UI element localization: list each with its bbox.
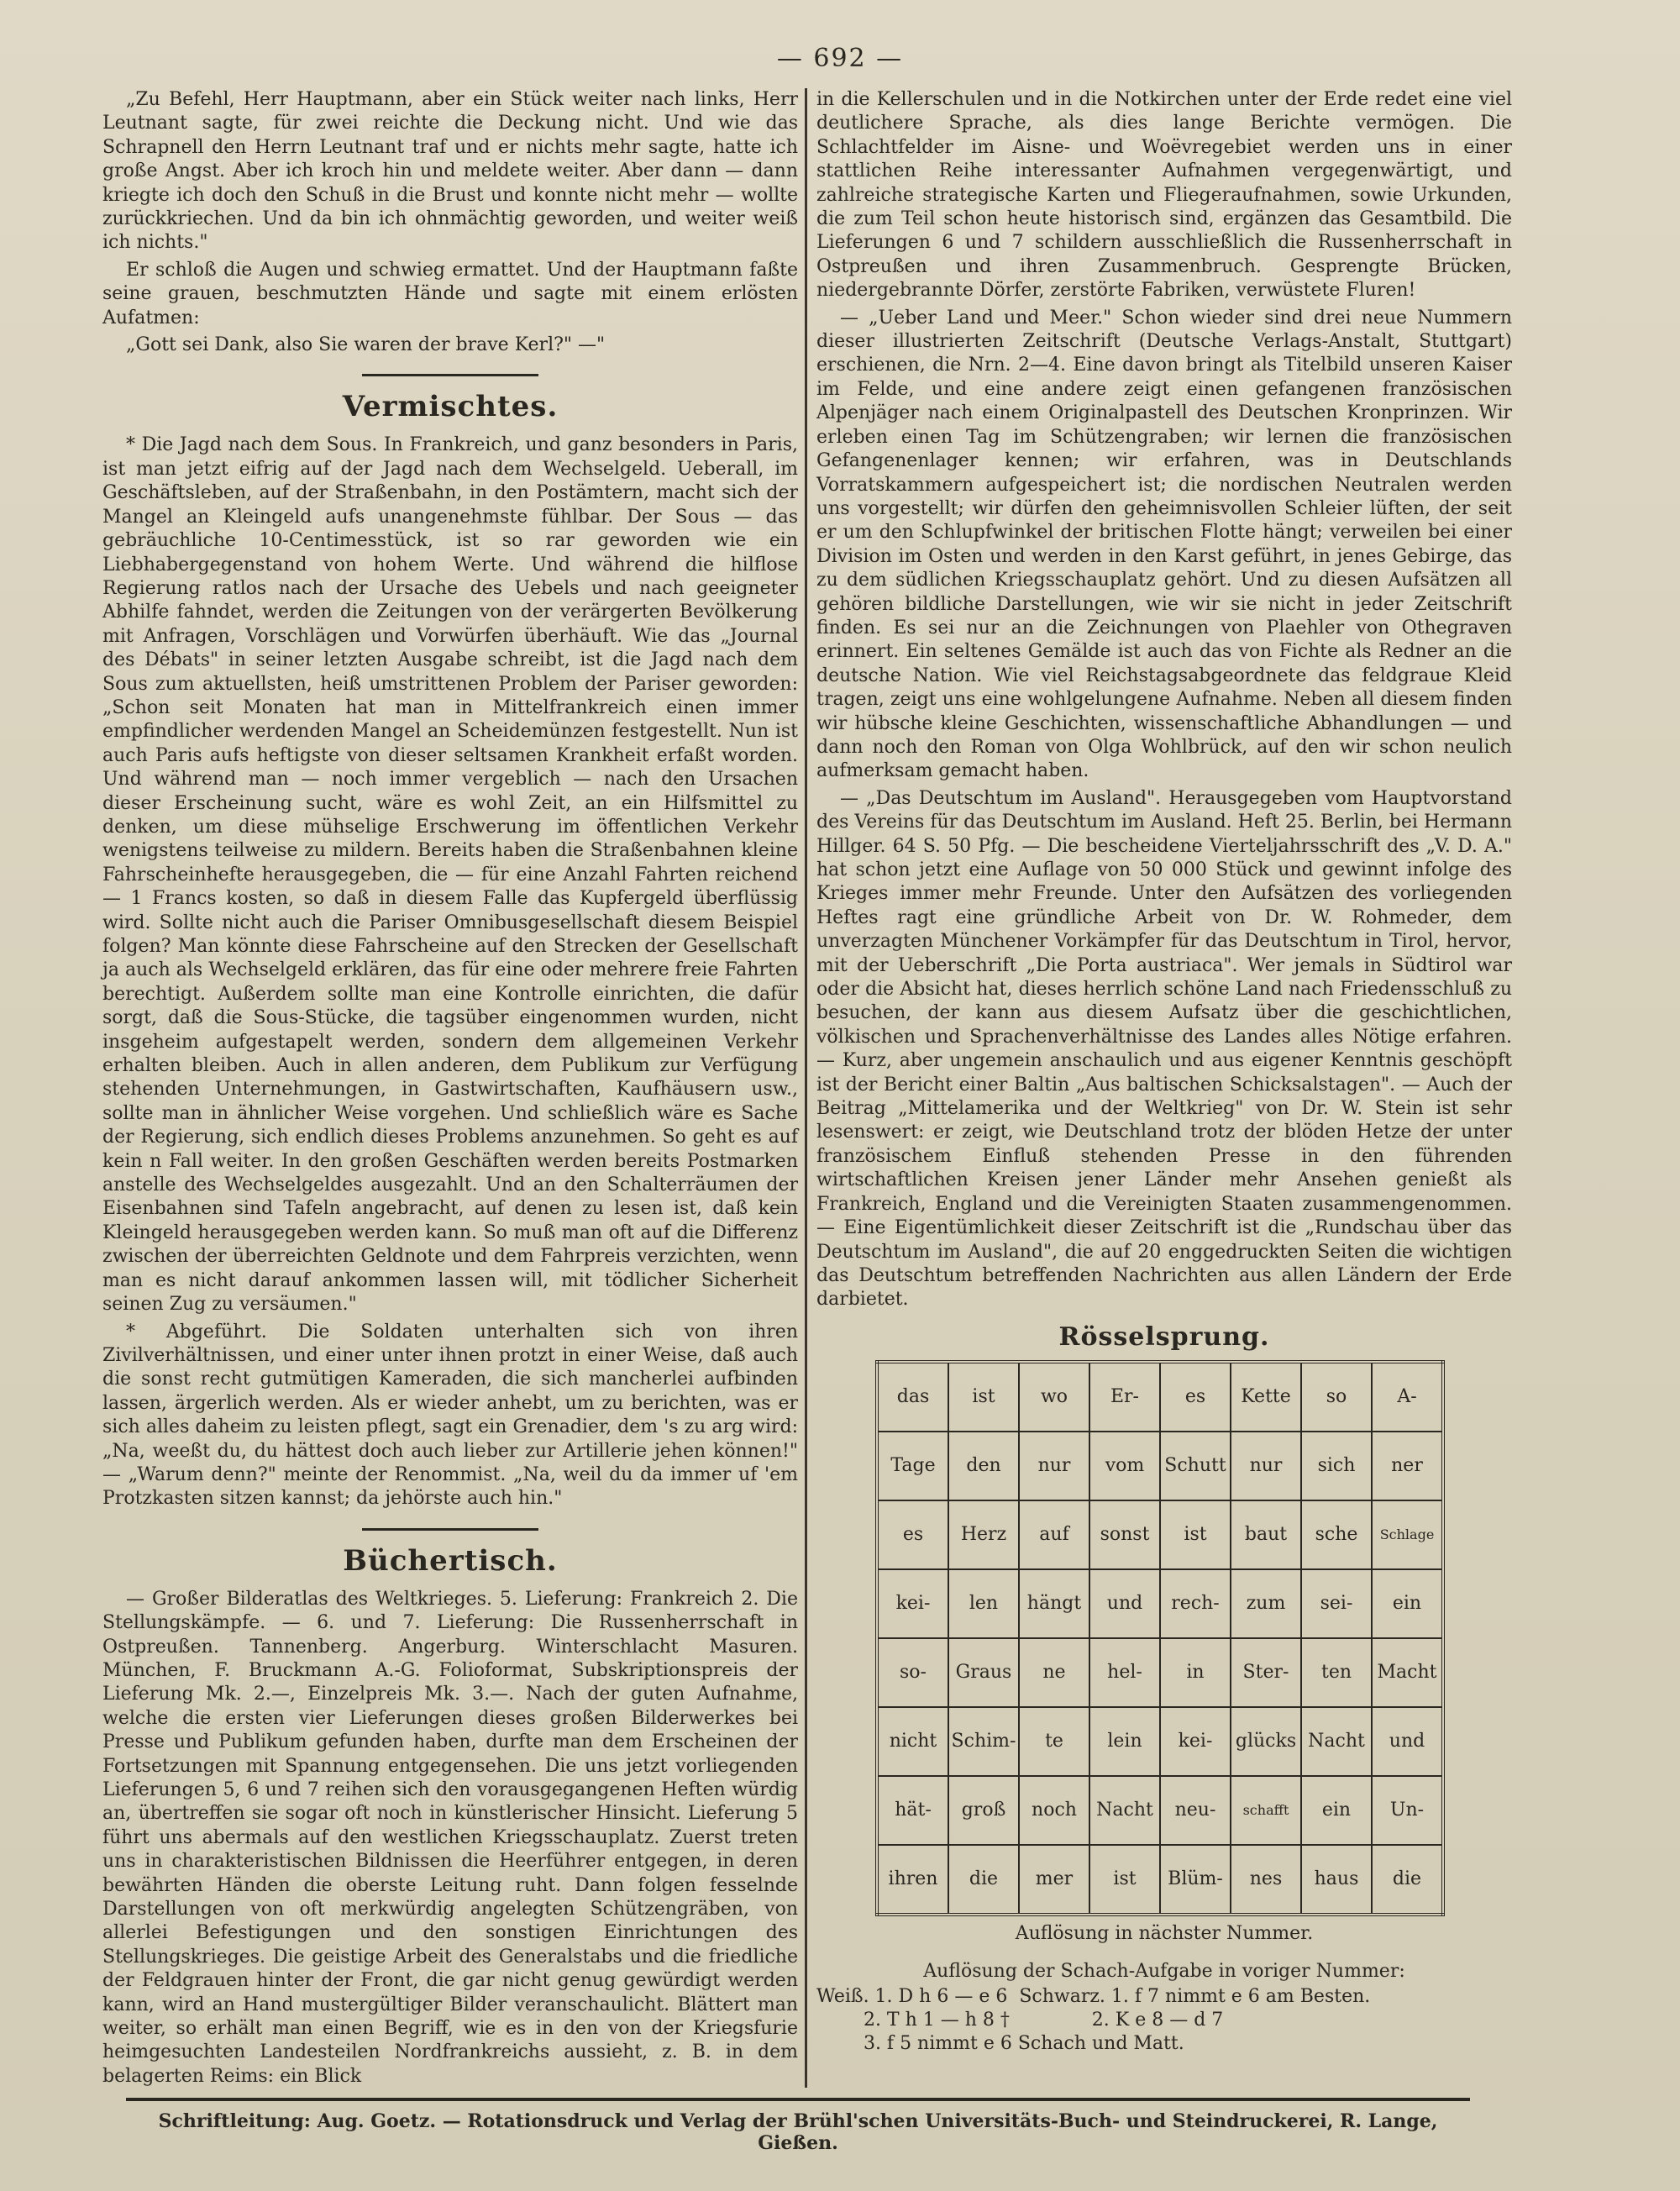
grid-cell: ist — [1160, 1500, 1231, 1569]
grid-cell: len — [948, 1569, 1019, 1638]
grid-cell: Macht — [1372, 1638, 1443, 1707]
article-paragraph: — „Ueber Land und Meer." Schon wieder sind drei neue Nummern dieser illustrierten Zeitschrift (Deutsche Verlags-Anstalt, Stuttgart) erschienen, die Nrn. 2—4. Eine davon bringt als Titelbild unseren Kaiser im Felde, und eine andere zeigt einen gefangenen französischen Alpenjäger nach einem Originalpastell des Deutschen Kronprinzen. Wir erleben einen Tag im Schützengraben; wir lernen die französischen Gefangenenlager kennen; wir erfahren, was in Deutschlands Vorratskammern aufgespeichert ist; die nordischen Neutralen werden uns vorgestellt; wir dürfen den geheimnisvollen Schleier lüften, der seit er um den Schlupfwinkel der britischen Flotte hängt; verweilen bei einer Division im Osten und werden in den Karst geführt, in jenes Gebirge, das zu dem südlichen Kriegsschauplatz gehört. Und zu diesen Aufsätzen all gehören bildliche Darstellungen, wie wir sie nicht in jeder Zeitschrift finden. Es sei nur an die Zeichnungen von Plaehler von Othegraven erinnert. Ein seltenes Gemälde ist auch das von Fichte als Redner an die deutsche Nation. Wie viel Reichstagsabgeordnete das feldgraue Kleid tragen, zeigt uns eine wohlgelungene Aufnahme. Neben all diesem finden wir hübsche kleine Geschichten, wissenschaftliche Abhandlungen — und dann noch den Roman von Olga Wohlbrück, auf den wir schon neulich aufmerksam gemacht haben. — [816, 307, 1512, 782]
grid-cell: ten — [1301, 1638, 1372, 1707]
grid-row — [877, 1845, 1443, 1915]
grid-row — [877, 1638, 1443, 1707]
article-paragraph: in die Kellerschulen und in die Notkirchen unter der Erde redet eine viel deutlichere Sprache, als dies lange Berichte vermögen. Die Schlachtfelder im Aisne- und Woëvregebiet werden uns in einer stattlichen Reihe interessanter Aufnahmen vergegenwärtigt, und zahlreiche strategische Karten und Fliegeraufnahmen, sowie Urkunden, die zum Teil schon heute historisch sind, ergänzen das Gesamtbild. Die Lieferungen 6 und 7 schildern ausschließlich die Russenherrschaft in Ostpreußen und ihren Zusammenbruch. Gesprengte Brücken, niedergebrannte Dörfer, zerstörte Fabriken, verwüstete Fluren! — [816, 89, 1512, 302]
chess-solution-line: 2. T h 1 — h 8 † 2. K e 8 — d 7 — [816, 2009, 1224, 2031]
grid-cell: Er- — [1089, 1362, 1160, 1432]
grid-cell: die — [948, 1845, 1019, 1915]
section-heading-vermischtes: Vermischtes. — [342, 390, 559, 424]
grid-row — [877, 1707, 1443, 1776]
article-paragraph: * Abgeführt. Die Soldaten unterhalten sich von ihren Zivilverhältnissen, und einer unter ihnen protzt in einer Weise, daß auch die sonst recht gutmütigen Kameraden, die sich mancherlei aufbinden lassen, ärgerlich werden. Als er wieder anhebt, um zu berichten, was er sich alles daheim zu leisten pflegt, sagt ein Grenadier, dem 's zu arg wird: „Na, weeßt du, du hättest doch auch lieber zur Artillerie jehen können!" — „Warum denn?" meinte der Renommist. „Na, weil du da immer uf 'em Protzkasten sitzen kannst; da jehörste auch hin." — [102, 1321, 798, 1510]
grid-cell: so — [1301, 1362, 1372, 1432]
grid-row — [877, 1432, 1443, 1500]
grid-cell: ein — [1301, 1776, 1372, 1845]
grid-cell: es — [877, 1500, 948, 1569]
grid-cell: nicht — [877, 1707, 948, 1776]
grid-cell: wo — [1019, 1362, 1089, 1432]
grid-cell: die — [1372, 1845, 1443, 1915]
grid-cell: A- — [1372, 1362, 1443, 1432]
puzzle-caption: Auflösung in nächster Nummer. — [1015, 1922, 1314, 1944]
grid-cell: sei- — [1301, 1569, 1372, 1638]
section-heading-buechertisch: Büchertisch. — [343, 1543, 558, 1578]
grid-cell: sche — [1301, 1500, 1372, 1569]
grid-cell: Tage — [877, 1432, 948, 1500]
grid-cell: und — [1089, 1569, 1160, 1638]
grid-cell: te — [1019, 1707, 1089, 1776]
story-paragraph: „Zu Befehl, Herr Hauptmann, aber ein Stück weiter nach links, Herr Leutnant sagte, für zwei reichte die Deckung nicht. Und wie das Schrapnell den Herrn Leutnant traf und er nichts mehr sagte, hatte ich große Angst. Aber ich kroch hin und meldete weiter. Aber dann — dann kriegte ich doch den Schuß in die Brust und konnte nicht mehr — wollte zurückkriechen. Und da bin ich ohnmächtig geworden, und weiter weiß ich nichts." — [102, 89, 798, 254]
grid-cell: kei- — [1160, 1707, 1231, 1776]
grid-cell: Blüm- — [1160, 1845, 1231, 1915]
grid-cell: ist — [948, 1362, 1019, 1432]
article-paragraph: * Die Jagd nach dem Sous. In Frankreich, und ganz besonders in Paris, ist man jetzt eifrig auf der Jagd nach dem Wechselgeld. Ueberall, im Geschäftsleben, auf der Straßenbahn, in den Postämtern, macht sich der Mangel an Kleingeld aufs unangenehmste fühlbar. Der Sous — das gebräuchliche 10-Centimesstück, ist so rar geworden wie ein Liebhabergegenstand von hohem Werte. Und während die hilflose Regierung ratlos nach der Ursache des Uebels und nach geeigneter Abhilfe fahndet, werden die Zeitungen von der verärgerten Bevölkerung mit Anfragen, Vorschlägen und Vorwürfen überhäuft. Wie das „Journal des Débats" in seiner letzten Ausgabe schreibt, ist die Jagd nach dem Sous zum aktuellsten, heiß umstrittenen Problem der Pariser geworden: „Schon seit Monaten hat man in Mittelfrankreich einen immer empfindlicher werdenden Mangel an Scheidemünzen festgestellt. Nun ist auch Paris aufs heftigste von dieser seltsamen Krankheit erfaßt worden. Und während man — noch immer vergeblich — nach den Ursachen dieser Erscheinung sucht, wäre es wohl Zeit, an ein Hilfsmittel zu denken, um diese mühselige Erschwerung im öffentlichen Verkehr wenigstens teilweise zu mildern. Bereits haben die Straßenbahnen kleine Fahrscheinhefte herausgegeben, die — für eine Anzahl Fahrten reichend — 1 Francs kosten, so daß in diesem Falle das Kupfergeld überflüssig wird. Sollte nicht auch die Pariser Omnibusgesellschaft diesem Beispiel folgen? Man könnte diese Fahrscheine auf den Strecken der Gesellschaft ja auch als Wechselgeld erklären, das für eine oder mehrere freie Fahrten berechtigt. Außerdem sollte man eine Kontrolle einrichten, die dafür sorgt, daß die Sous-Stücke, die tagsüber eingenommen wurden, nicht insgeheim aufgestapelt werden, sondern dem allgemeinen Verkehr erhalten bleiben. Auch in allen anderen, dem Publikum zur Verfügung stehenden Unternehmungen, in Gastwirtschaften, Kaufhäusern usw., sollte man in ähnlicher Weise vorgehen. Und schließlich wäre es Sache der Regierung, sich endlich dieses Problems anzunehmen. So geht es auf kein n Fall weiter. In den großen Geschäften werden bereits Postmarken anstelle des Wechselgeldes ausgezahlt. Und an den Schalterräumen der Eisenbahnen sind Tafeln angebracht, auf denen zu lesen ist, daß kein Kleingeld herausgegeben werden kann. So muß man oft auf die Differenz zwischen der überreichten Geldnote und dem Fahrpreis verzichten, wenn man es nicht darauf ankommen lassen will, mit tödlicher Sicherheit seinen Zug zu versäumen." — [102, 434, 798, 1316]
grid-cell: nur — [1231, 1432, 1301, 1500]
grid-cell: Un- — [1372, 1776, 1443, 1845]
grid-cell: hät- — [877, 1776, 948, 1845]
grid-cell: rech- — [1160, 1569, 1231, 1638]
column-divider — [805, 88, 807, 2088]
grid-cell: Kette — [1231, 1362, 1301, 1432]
grid-cell: mer — [1019, 1845, 1089, 1915]
grid-cell: hel- — [1089, 1638, 1160, 1707]
chess-solution-line: Weiß. 1. D h 6 — e 6 Schwarz. 1. f 7 nimmt e 6 am Besten. — [816, 1985, 1371, 2007]
page-number: — 692 — — [776, 44, 904, 73]
article-paragraph: — „Das Deutschtum im Ausland". Herausgegeben vom Hauptvorstand des Vereins für das Deutschtum im Ausland. Heft 25. Berlin, bei Hermann Hillger. 64 S. 50 Pfg. — Die bescheidene Vierteljahrsschrift des „V. D. A." hat schon jetzt eine Auflage von 50 000 Stück und gewinnt infolge des Krieges immer mehr Freunde. Unter den Aufsätzen des vorliegenden Heftes ragt eine gründliche Arbeit von Dr. W. Rohmeder, dem unverzagten Münchener Vorkämpfer für das Deutschtum in Tirol, hervor, mit der Ueberschrift „Die Porta austriaca". Wer jemals in Südtirol war oder die Absicht hat, dieses herrlich schöne Land nach Friedensschluß zu besuchen, der kann aus diesem Aufsatz über die geschichtlichen, völkischen und Sprachenverhältnisse des Landes alles Nötige erfahren. — Kurz, aber ungemein anschaulich und aus eigener Kenntnis geschöpft ist der Bericht einer Baltin „Aus baltischen Schicksalstagen". — Auch der Beitrag „Mittelamerika und der Weltkrieg" von Dr. W. Stein ist sehr lesenswert: er zeigt, wie Deutschland trotz der blöden Hetze der unter französischem Einfluß stehenden Presse in den führenden wirtschaftlichen Kreisen jener Länder mehr Ansehen genießt als Frankreich, England und die Vereinigten Staaten zusammengenommen. — Eine Eigentümlichkeit dieser Zeitschrift ist die „Rundschau über das Deutschtum im Ausland", die auf 20 enggedruckten Seiten die wichtigen das Deutschtum betreffenden Nachrichten aus allen Ländern der Erde darbietet. — [816, 787, 1512, 1311]
grid-cell: ihren — [877, 1845, 948, 1915]
grid-cell: Nacht — [1301, 1707, 1372, 1776]
article-paragraph: — Großer Bilderatlas des Weltkrieges. 5. Lieferung: Frankreich 2. Die Stellungskämpfe. — 6. und 7. Lieferung: Die Russenherrschaft in Ostpreußen. Tannenberg. Angerburg. Winterschlacht Masuren. München, F. Bruckmann A.-G. Folioformat, Subskriptionspreis der Lieferung Mk. 2.—, Einzelpreis Mk. 3.—. Nach der guten Aufnahme, welche die ersten vier Lieferungen dieses großen Bilderwerkes bei Presse und Publikum gefunden haben, durfte man dem Erscheinen der Fortsetzungen mit Spannung entgegensehen. Die uns jetzt vorliegenden Lieferungen 5, 6 und 7 reihen sich den vorausgegangenen Heften würdig an, übertreffen sie sogar oft noch in künstlerischer Hinsicht. Lieferung 5 führt uns abermals auf den westlichen Kriegsschauplatz. Zuerst treten uns in charakteristischen Bildnissen die Heerführer entgegen, in deren bewährten Händen die oberste Leitung ruht. Dann folgen fesselnde Darstellungen von oft merkwürdig angelegten Schützengräben, von allerlei Befestigungen und den sonstigen Einrichtungen des Stellungskrieges. Die geistige Arbeit des Generalstabs und die friedliche der Feldgrauen hinter der Front, die gar nicht genug gewürdigt werden kann, wird an Hand mustergültiger Bilder veranschaulicht. Blättert man weiter, so erhält man einen Begriff, wie es in den von der Kriegsfurie heimgesuchten Landesteilen Nordfrankreichs aussieht, z. B. in dem belagerten Reims: ein Blick — [102, 1588, 798, 2087]
grid-cell: den — [948, 1432, 1019, 1500]
grid-cell: ist — [1089, 1845, 1160, 1915]
grid-cell: haus — [1301, 1845, 1372, 1915]
grid-cell: es — [1160, 1362, 1231, 1432]
grid-cell: und — [1372, 1707, 1443, 1776]
grid-cell: sich — [1301, 1432, 1372, 1500]
grid-cell: noch — [1019, 1776, 1089, 1845]
grid-cell: zum — [1231, 1569, 1301, 1638]
grid-cell: sonst — [1089, 1500, 1160, 1569]
grid-cell: baut — [1231, 1500, 1301, 1569]
chess-solution-line: 3. f 5 nimmt e 6 Schach und Matt. — [816, 2032, 1184, 2054]
grid-cell: Schim- — [948, 1707, 1019, 1776]
puzzle-title: Rösselsprung. — [1058, 1321, 1270, 1352]
grid-cell: Ster- — [1231, 1638, 1301, 1707]
grid-row — [877, 1362, 1443, 1432]
story-paragraph: Er schloß die Augen und schwieg ermattet. Und der Hauptmann faßte seine grauen, beschmutzten Hände und sagte mit einem erlösten Aufatmen: — [102, 259, 798, 328]
grid-cell: nur — [1019, 1432, 1089, 1500]
chess-solution-title: Auflösung der Schach-Aufgabe in voriger Nummer: — [923, 1960, 1405, 1982]
grid-cell: ne — [1019, 1638, 1089, 1707]
grid-cell: Graus — [948, 1638, 1019, 1707]
story-paragraph: „Gott sei Dank, also Sie waren der brave Kerl?" —" — [126, 334, 606, 356]
grid-cell: glücks — [1231, 1707, 1301, 1776]
grid-cell: groß — [948, 1776, 1019, 1845]
imprint-footer: Schriftleitung: Aug. Goetz. — Rotationsdruck und Verlag der Brühl'schen Universitäts-Buch- und Steindruckerei, R. Lange, Gießen. — [158, 2110, 1438, 2154]
grid-cell: in — [1160, 1638, 1231, 1707]
grid-cell: so- — [877, 1638, 948, 1707]
knights-tour-grid — [875, 1360, 1445, 1916]
grid-cell: schafft — [1231, 1776, 1301, 1845]
grid-cell: hängt — [1019, 1569, 1089, 1638]
grid-cell: vom — [1089, 1432, 1160, 1500]
left-column — [102, 88, 798, 2092]
grid-cell: neu- — [1160, 1776, 1231, 1845]
grid-row — [877, 1500, 1443, 1569]
grid-cell: nes — [1231, 1845, 1301, 1915]
grid-cell: Schlage — [1372, 1500, 1443, 1569]
grid-cell: ner — [1372, 1432, 1443, 1500]
footer-rule — [126, 2098, 1470, 2101]
grid-row — [877, 1569, 1443, 1638]
divider-rule — [362, 374, 538, 376]
grid-cell: Nacht — [1089, 1776, 1160, 1845]
grid-cell: ein — [1372, 1569, 1443, 1638]
grid-cell: das — [877, 1362, 948, 1432]
right-column — [816, 88, 1512, 2056]
grid-row — [877, 1776, 1443, 1845]
divider-rule — [362, 1528, 538, 1531]
grid-cell: kei- — [877, 1569, 948, 1638]
grid-cell: Herz — [948, 1500, 1019, 1569]
grid-cell: Schutt — [1160, 1432, 1231, 1500]
grid-cell: lein — [1089, 1707, 1160, 1776]
grid-cell: auf — [1019, 1500, 1089, 1569]
